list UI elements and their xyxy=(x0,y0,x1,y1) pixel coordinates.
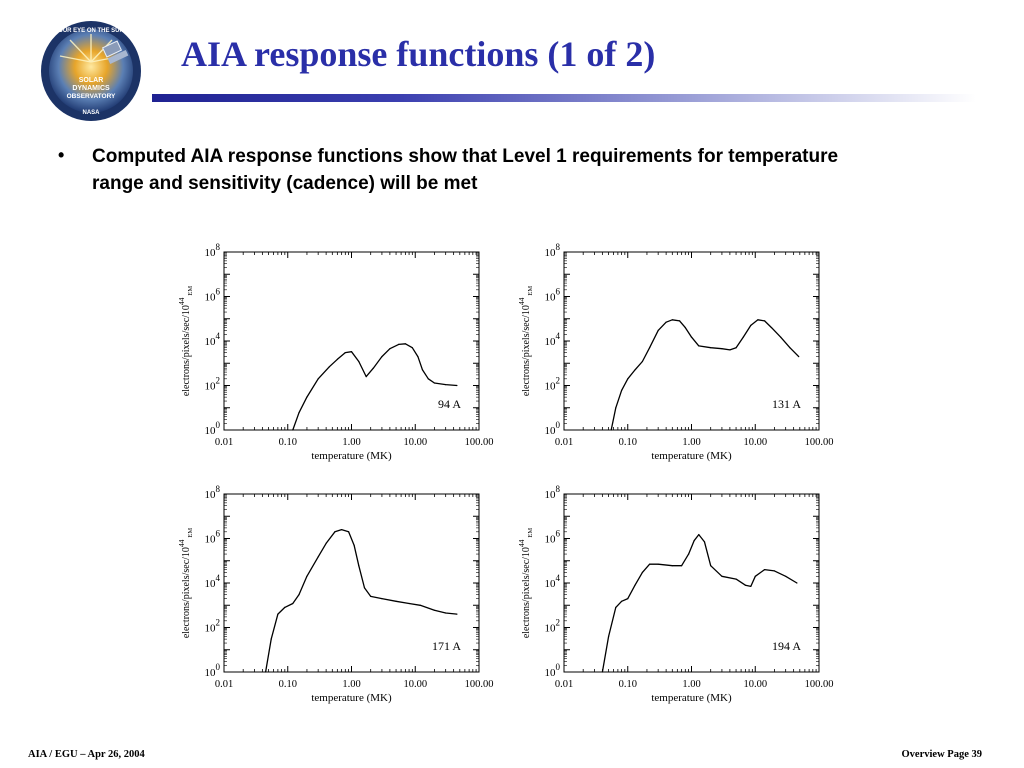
data-point xyxy=(780,337,781,338)
data-point xyxy=(345,352,346,353)
data-point xyxy=(704,541,705,542)
y-axis-label: electrons/$pixels/\sec/10^{44}_{EM}$ xyxy=(517,285,534,397)
y-tick-label: $10^6$ xyxy=(204,528,220,546)
data-point xyxy=(679,320,680,321)
x-tick-label: 0.10 xyxy=(278,437,297,448)
data-point xyxy=(688,554,689,555)
chart-171-svg xyxy=(176,480,506,710)
data-point xyxy=(396,601,397,602)
y-tick-label: $10^0$ xyxy=(204,420,220,437)
data-point xyxy=(764,569,765,570)
data-point xyxy=(318,378,319,379)
data-point xyxy=(417,356,418,357)
x-tick-label: 0.10 xyxy=(618,437,637,448)
data-point xyxy=(306,397,307,398)
data-point xyxy=(710,565,711,566)
data-point xyxy=(771,327,772,328)
x-tick-label: 10.00 xyxy=(743,679,768,690)
data-point xyxy=(789,347,790,348)
data-point xyxy=(685,327,686,328)
data-point xyxy=(298,412,299,413)
data-point xyxy=(434,610,435,611)
response-curve xyxy=(293,344,457,430)
data-point xyxy=(764,320,765,321)
y-tick-label: $10^0$ xyxy=(204,662,220,679)
data-point xyxy=(398,344,399,345)
data-point xyxy=(672,565,673,566)
x-tick-label: 100.00 xyxy=(464,679,494,690)
x-axis-label: temperature (MK) xyxy=(651,450,732,462)
chart-131-svg xyxy=(516,238,846,468)
data-point xyxy=(698,345,699,346)
data-point xyxy=(602,671,603,672)
data-point xyxy=(621,601,622,602)
chart-panel-171 xyxy=(176,480,506,710)
data-point xyxy=(445,384,446,385)
footer-left: AIA / EGU – Apr 26, 2004 xyxy=(28,749,145,760)
x-tick-label: 10.00 xyxy=(403,679,428,690)
data-point xyxy=(445,612,446,613)
data-point xyxy=(358,361,359,362)
data-point xyxy=(271,639,272,640)
data-point xyxy=(329,366,330,367)
data-point xyxy=(615,607,616,608)
data-point xyxy=(750,325,751,326)
bullet-marker: • xyxy=(58,145,65,165)
data-point xyxy=(422,369,423,370)
data-point xyxy=(351,351,352,352)
data-point xyxy=(658,330,659,331)
x-axis-label: temperature (MK) xyxy=(311,450,392,462)
y-tick-label: $10^4$ xyxy=(544,573,560,590)
x-tick-label: 10.00 xyxy=(403,437,428,448)
title-underline xyxy=(152,94,976,102)
data-point xyxy=(428,378,429,379)
data-point xyxy=(265,671,266,672)
y-tick-label: $10^4$ xyxy=(204,331,220,348)
channel-label: 171 A xyxy=(431,639,461,653)
y-tick-label: $10^0$ xyxy=(544,662,560,679)
data-point xyxy=(615,407,616,408)
x-tick-label: 0.10 xyxy=(618,679,637,690)
x-tick-label: 1.00 xyxy=(342,679,361,690)
logo-line-3: OBSERVATORY xyxy=(66,93,116,100)
data-point xyxy=(409,603,410,604)
footer-page-number: Overview Page 39 xyxy=(901,749,982,760)
data-point xyxy=(366,376,367,377)
channel-label: 94 A xyxy=(437,397,461,411)
data-point xyxy=(691,337,692,338)
channel-label: 194 A xyxy=(771,639,801,653)
logo-line-1: SOLAR xyxy=(78,77,104,84)
y-tick-label: $10^2$ xyxy=(204,375,220,393)
data-point xyxy=(306,576,307,577)
x-tick-label: 0.01 xyxy=(214,437,234,448)
chart-panel-194 xyxy=(516,480,846,710)
response-curve xyxy=(611,320,799,430)
data-point xyxy=(412,347,413,348)
data-point xyxy=(681,565,682,566)
data-point xyxy=(456,385,457,386)
y-tick-label: $10^4$ xyxy=(544,331,560,348)
data-point xyxy=(370,596,371,597)
data-point xyxy=(721,576,722,577)
data-point xyxy=(341,529,342,530)
data-point xyxy=(694,540,695,541)
x-tick-label: 1.00 xyxy=(682,437,701,448)
data-point xyxy=(774,570,775,571)
logo-agency: NASA xyxy=(82,110,100,116)
data-point xyxy=(743,337,744,338)
data-point xyxy=(277,614,278,615)
data-point xyxy=(608,636,609,637)
chart-panel-131 xyxy=(516,238,846,468)
slide-title: AIA response functions (1 of 2) xyxy=(181,34,656,74)
x-axis-label: temperature (MK) xyxy=(311,692,392,704)
x-tick-label: 1.00 xyxy=(682,679,701,690)
data-point xyxy=(373,368,374,369)
data-point xyxy=(405,343,406,344)
data-point xyxy=(326,543,327,544)
data-point xyxy=(621,390,622,391)
data-point xyxy=(381,598,382,599)
data-point xyxy=(649,347,650,348)
x-tick-label: 10.00 xyxy=(743,437,768,448)
y-tick-label: $10^6$ xyxy=(204,286,220,304)
data-point xyxy=(634,369,635,370)
data-point xyxy=(298,594,299,595)
channel-label: 131 A xyxy=(771,397,801,411)
response-curve xyxy=(602,535,797,672)
x-tick-label: 1.00 xyxy=(342,437,361,448)
data-point xyxy=(456,614,457,615)
y-tick-label: $10^8$ xyxy=(204,484,220,501)
data-point xyxy=(389,348,390,349)
data-point xyxy=(627,378,628,379)
y-tick-label: $10^8$ xyxy=(544,484,560,501)
data-point xyxy=(666,322,667,323)
data-point xyxy=(364,587,365,588)
x-tick-label: 100.00 xyxy=(804,437,834,448)
data-point xyxy=(337,359,338,360)
data-point xyxy=(642,361,643,362)
chart-94-svg xyxy=(176,238,506,468)
data-point xyxy=(284,607,285,608)
data-point xyxy=(785,576,786,577)
y-tick-label: $10^0$ xyxy=(544,420,560,437)
x-tick-label: 0.10 xyxy=(278,679,297,690)
x-tick-label: 0.01 xyxy=(554,679,574,690)
data-point xyxy=(611,429,612,430)
data-point xyxy=(658,564,659,565)
x-tick-label: 100.00 xyxy=(804,679,834,690)
data-point xyxy=(672,319,673,320)
y-tick-label: $10^2$ xyxy=(204,617,220,635)
y-tick-label: $10^8$ xyxy=(544,242,560,259)
data-point xyxy=(796,582,797,583)
y-axis-label: electrons/$pixels/\sec/10^{44}_{EM}$ xyxy=(517,527,534,639)
data-point xyxy=(434,382,435,383)
x-tick-label: 0.01 xyxy=(554,437,574,448)
logo-line-2: DYNAMICS xyxy=(72,85,110,92)
y-tick-label: $10^6$ xyxy=(544,528,560,546)
x-axis-label: temperature (MK) xyxy=(651,692,732,704)
data-point xyxy=(381,356,382,357)
y-axis-label: electrons/$pixels/\sec/10^{44}_{EM}$ xyxy=(177,285,194,397)
data-point xyxy=(358,565,359,566)
data-point xyxy=(348,531,349,532)
sdo-logo xyxy=(40,20,142,122)
data-point xyxy=(627,598,628,599)
data-point xyxy=(292,603,293,604)
logo-ring-text: OUR EYE ON THE SUN xyxy=(58,28,124,34)
y-tick-label: $10^2$ xyxy=(544,617,560,635)
data-point xyxy=(745,585,746,586)
response-curve xyxy=(266,530,457,672)
data-point xyxy=(698,534,699,535)
data-point xyxy=(334,531,335,532)
data-point xyxy=(318,556,319,557)
x-tick-label: 100.00 xyxy=(464,437,494,448)
chart-194-svg xyxy=(516,480,846,710)
data-point xyxy=(721,348,722,349)
y-tick-label: $10^4$ xyxy=(204,573,220,590)
data-point xyxy=(292,429,293,430)
data-point xyxy=(642,572,643,573)
x-tick-label: 0.01 xyxy=(214,679,234,690)
y-axis-label: electrons/$pixels/\sec/10^{44}_{EM}$ xyxy=(177,527,194,639)
data-point xyxy=(634,585,635,586)
data-point xyxy=(649,564,650,565)
data-point xyxy=(750,586,751,587)
y-tick-label: $10^8$ xyxy=(204,242,220,259)
data-point xyxy=(420,605,421,606)
chart-panel-94 xyxy=(176,238,506,468)
y-tick-label: $10^6$ xyxy=(544,286,560,304)
bullet-text: Computed AIA response functions show that Level 1 requirements for temperature range and sensitivity (cadence) will be met xyxy=(92,146,839,194)
data-point xyxy=(354,545,355,546)
data-point xyxy=(736,347,737,348)
data-point xyxy=(710,347,711,348)
data-point xyxy=(755,576,756,577)
y-tick-label: $10^2$ xyxy=(544,375,560,393)
data-point xyxy=(757,319,758,320)
data-point xyxy=(798,356,799,357)
data-point xyxy=(736,579,737,580)
data-point xyxy=(729,349,730,350)
